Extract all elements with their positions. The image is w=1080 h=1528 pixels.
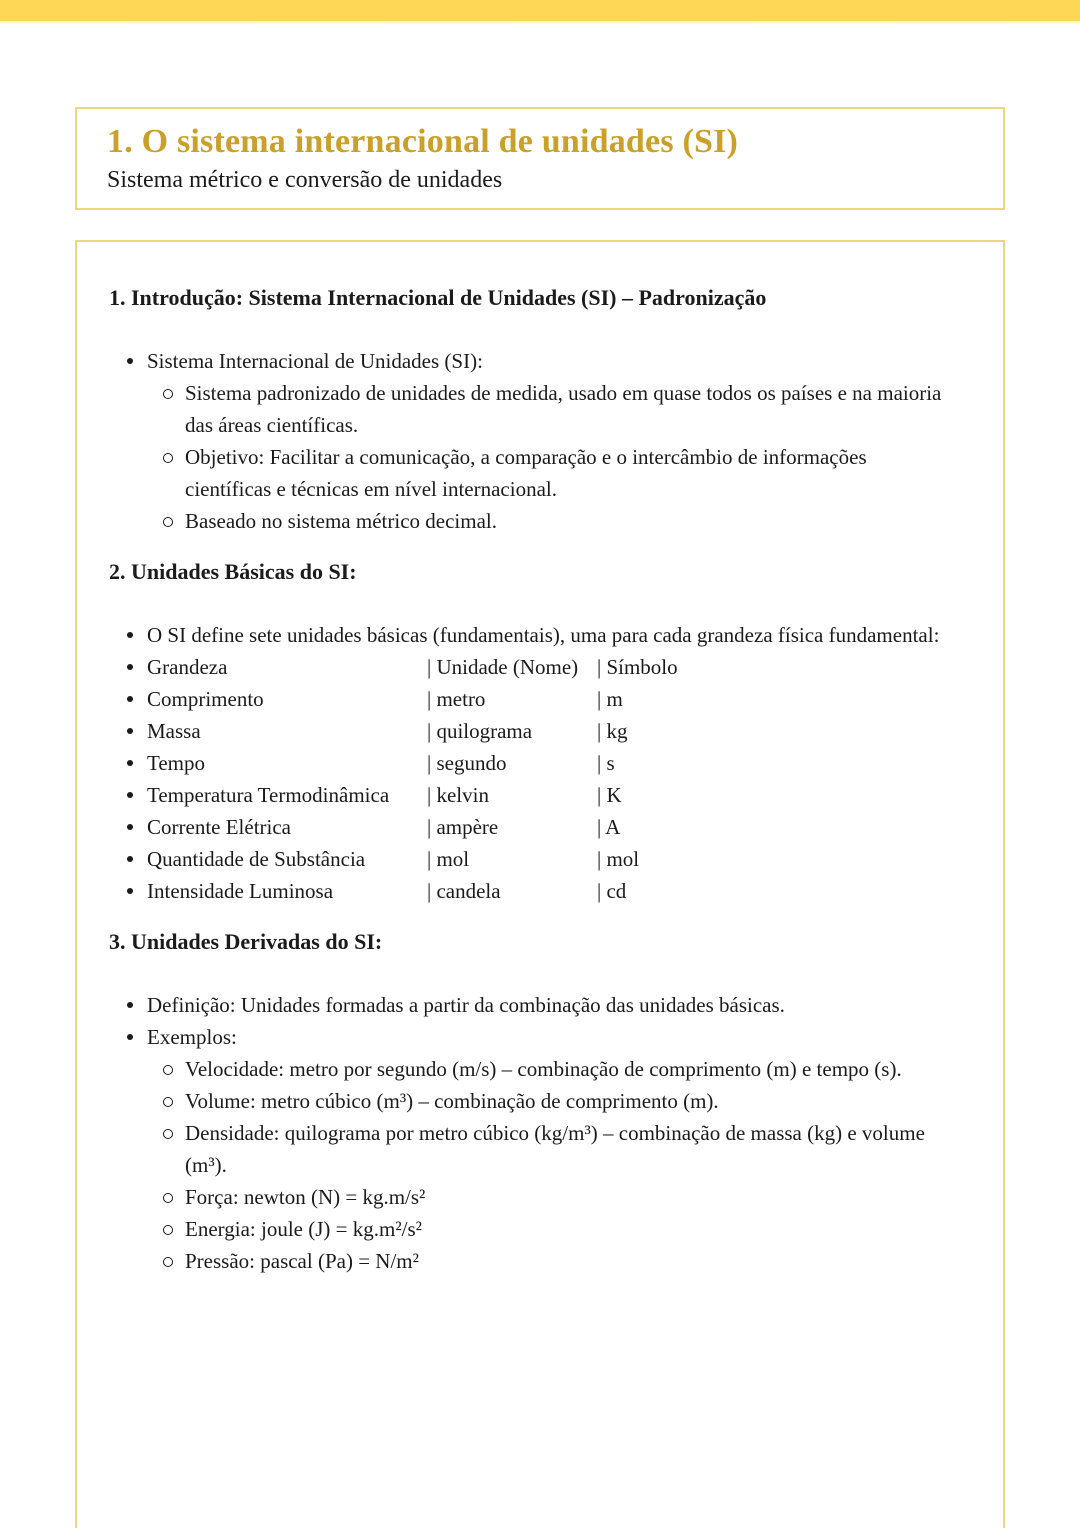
table-cell: | quilograma <box>427 719 533 743</box>
table-cell: Quantidade de Substância <box>147 847 366 871</box>
table-cell: | metro <box>427 687 486 711</box>
table-cell: | candela <box>427 879 501 903</box>
table-row <box>147 843 957 875</box>
table-cell: Tempo <box>147 751 206 775</box>
content-box <box>75 240 1005 1528</box>
table-cell: | Símbolo <box>597 655 678 679</box>
table-row <box>147 715 957 747</box>
table-row <box>147 779 957 811</box>
table-cell: | Unidade (Nome) <box>427 655 579 679</box>
example-item <box>185 1085 957 1117</box>
table-cell: Intensidade Luminosa <box>147 879 334 903</box>
table-cell: | K <box>597 783 622 807</box>
section-1-heading: 1. Introdução: Sistema Internacional de Unidades (SI) – Padronização <box>109 285 767 310</box>
table-cell: | kg <box>597 719 628 743</box>
example-item <box>185 1053 957 1085</box>
table-cell: | mol <box>597 847 640 871</box>
table-cell: Comprimento <box>147 687 264 711</box>
example-item <box>185 1213 957 1245</box>
list-item <box>147 345 957 537</box>
table-cell: | segundo <box>427 751 507 775</box>
example-item <box>185 1181 957 1213</box>
table-cell: Grandeza <box>147 655 228 679</box>
list-item-text: Volume: metro cúbico (m³) – combinação de comprimento (m). <box>185 1089 719 1113</box>
list-item-text: Sistema padronizado de unidades de medida, usado em quase todos os países e na maioria das áreas científicas. <box>185 381 942 437</box>
section-1-list <box>109 345 957 537</box>
list-item <box>185 377 957 441</box>
list-item <box>147 989 957 1021</box>
section-3-sublist <box>147 1053 957 1277</box>
list-item-text: Sistema Internacional de Unidades (SI): <box>147 349 483 373</box>
table-cell: Massa <box>147 719 201 743</box>
table-row <box>147 651 957 683</box>
title-box <box>75 107 1005 210</box>
section-2-list <box>109 619 957 907</box>
list-item-text: Exemplos: <box>147 1025 237 1049</box>
top-accent-bar <box>0 0 1080 25</box>
table-row <box>147 683 957 715</box>
table-cell: | mol <box>427 847 470 871</box>
list-item-text: Baseado no sistema métrico decimal. <box>185 509 497 533</box>
table-row <box>147 747 957 779</box>
example-item <box>185 1245 957 1277</box>
table-cell: | s <box>597 751 615 775</box>
section-3-heading: 3. Unidades Derivadas do SI: <box>109 929 383 954</box>
section-3-list <box>109 989 957 1277</box>
section-2-heading: 2. Unidades Básicas do SI: <box>109 559 357 584</box>
list-item-text: O SI define sete unidades básicas (fundamentais), uma para cada grandeza física fundamental: <box>147 623 940 647</box>
table-cell: Corrente Elétrica <box>147 815 292 839</box>
list-item-text: Objetivo: Facilitar a comunicação, a comparação e o intercâmbio de informações científicas e técnicas em nível internacional. <box>185 445 867 501</box>
table-cell: Temperatura Termodinâmica <box>147 783 390 807</box>
table-cell: | cd <box>597 879 627 903</box>
list-item <box>185 505 957 537</box>
table-cell: | ampère <box>427 815 499 839</box>
list-item <box>185 441 957 505</box>
table-row <box>147 875 957 907</box>
list-item-text: Energia: joule (J) = kg.m²/s² <box>185 1217 422 1241</box>
list-item-text: Força: newton (N) = kg.m/s² <box>185 1185 426 1209</box>
table-row <box>147 811 957 843</box>
example-item <box>185 1117 957 1181</box>
page-title: 1. O sistema internacional de unidades (SI) <box>107 123 739 160</box>
table-cell: | kelvin <box>427 783 489 807</box>
list-item-text: Definição: Unidades formadas a partir da combinação das unidades básicas. <box>147 993 785 1017</box>
list-item-text: Pressão: pascal (Pa) = N/m² <box>185 1249 419 1273</box>
list-item <box>147 619 957 651</box>
table-cell: | A <box>597 815 621 839</box>
table-cell: | m <box>597 687 623 711</box>
list-item <box>147 1021 957 1277</box>
page-subtitle: Sistema métrico e conversão de unidades <box>107 167 503 193</box>
section-1-sublist <box>147 377 957 537</box>
list-item-text: Densidade: quilograma por metro cúbico (kg/m³) – combinação de massa (kg) e volume (m³). <box>185 1121 925 1177</box>
list-item-text: Velocidade: metro por segundo (m/s) – combinação de comprimento (m) e tempo (s). <box>185 1057 902 1081</box>
